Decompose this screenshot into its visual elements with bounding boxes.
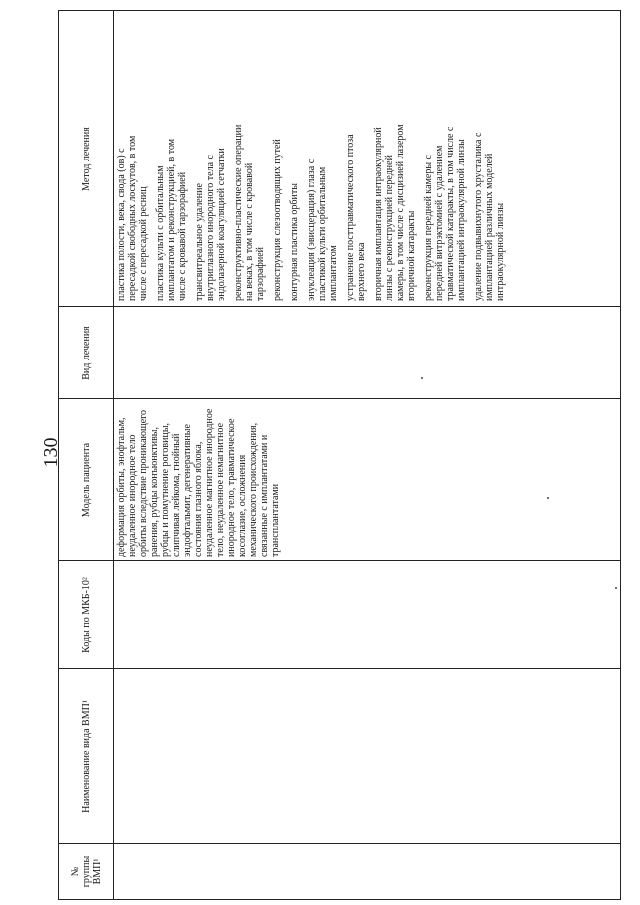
treatment-method-item: вторичная имплантация интраокулярной линзы с реконструкцией передней камеры, в том числе с дисцизией лазером вторичной катаракты xyxy=(373,124,417,301)
treatment-method-item: контурная пластика орбиты xyxy=(289,183,300,301)
treatment-method-item: пластика полости, века, свода (ов) с пересадкой свободных лоскутов, в том числе с пересадкой ресниц xyxy=(116,135,149,301)
page-number: 130 xyxy=(40,437,62,468)
treatment-method-item: энуклеация (эвисцерация) глаза с пластикой культи орбитальным имплантатом xyxy=(306,158,339,301)
treatment-method-item: устранение посттравматического птоза верхнего века xyxy=(345,134,367,301)
treatment-method-item: пластика культи с орбитальным имплантатом и реконструкцией, в том числе с кровавой тарзорафией xyxy=(155,138,188,301)
treatment-method-item: трансвитреальное удаление внутриглазного инородного тела с эндолазерной коагуляцией сетчатки xyxy=(194,148,227,301)
column-divider xyxy=(59,560,620,561)
column-divider xyxy=(59,668,620,669)
treatment-method-item: реконструкция слезоотводящих путей xyxy=(272,139,283,301)
treatment-method-item: реконструктивно-пластические операции на веках, в том числе с кровавой тарзорафией xyxy=(233,124,266,301)
header-group-number: № группы ВМП¹ xyxy=(69,855,103,888)
patient-model-cell: деформация орбиты, энофтальм, неудаленное инородное тело орбиты вследствие проникающего ранения, рубцы конъюнктивы, рубцы и помутнение роговицы, слипчивая лейкома, гнойный эндофтальмит, дегенеративные состояния глазного яблока, неудаленное магнитное инородное тело, неудаленное немагнитное инородное тело, травматическое косоглазие, осложнения механического происхождения, связанные с имплантатами и трансплантатами xyxy=(116,408,281,557)
treatment-method-item: реконструкция передней камеры с передней витрэктомией с удалением травматической катаракты, в том числе с имплантацией интраокулярной линзы xyxy=(423,126,467,301)
header-vmp-name: Наименование вида ВМП¹ xyxy=(80,700,92,813)
header-treatment-type: Вид лечения xyxy=(80,326,92,380)
scan-speck xyxy=(615,587,617,589)
treatment-table xyxy=(58,10,621,900)
column-divider xyxy=(59,843,620,844)
column-divider xyxy=(59,306,620,307)
header-mkb-codes: Коды по МКБ-10² xyxy=(80,577,92,653)
column-divider xyxy=(59,398,620,399)
scan-speck xyxy=(421,377,423,379)
header-treatment-method: Метод лечения xyxy=(80,127,92,191)
treatment-method-list xyxy=(116,11,512,301)
treatment-method-item: удаление подвывихнутого хрусталика с имплантацией различных моделей интраокулярной линзы xyxy=(473,132,506,301)
header-divider xyxy=(113,11,114,899)
scan-speck xyxy=(547,497,549,499)
header-patient-model: Модель пациента xyxy=(80,442,92,518)
